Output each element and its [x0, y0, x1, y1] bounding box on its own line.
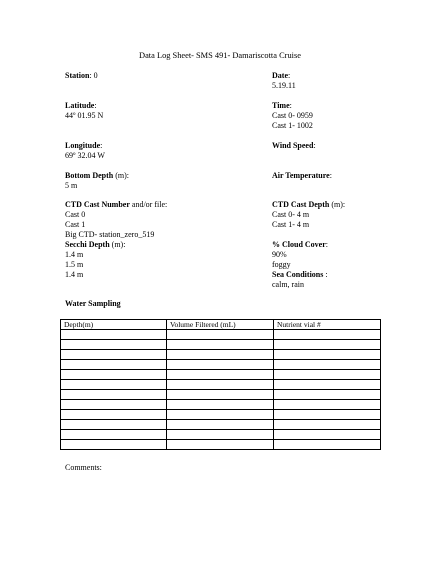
- ctd-cast-depth-value: Cast 1- 4 m: [272, 220, 310, 229]
- table-cell[interactable]: [167, 350, 274, 360]
- table-body: [61, 330, 381, 450]
- column-header-volume-filtered: Volume Filtered (mL): [167, 320, 274, 330]
- station-value: : 0: [89, 71, 98, 80]
- table-row: [61, 420, 381, 430]
- time-value: Cast 0- 0959: [272, 111, 313, 120]
- secchi-depth-field: Secchi Depth (m): 1.4 m 1.5 m 1.4 m: [65, 240, 126, 279]
- sea-conditions-value: calm, rain: [272, 280, 304, 289]
- table-cell[interactable]: [61, 400, 167, 410]
- table-cell[interactable]: [167, 380, 274, 390]
- table-row: [61, 340, 381, 350]
- cloud-cover-field: % Cloud Cover: 90% foggy: [272, 240, 329, 269]
- table-cell[interactable]: [167, 410, 274, 420]
- bottom-depth-field: Bottom Depth (m): 5 m: [65, 171, 129, 190]
- table-row: [61, 440, 381, 450]
- longitude-field: Longitude: 69º 32.04 W: [65, 141, 105, 160]
- sea-conditions-label: Sea Conditions: [272, 270, 324, 279]
- time-field: Time: Cast 0- 0959 Cast 1- 1002: [272, 101, 313, 130]
- time-label: Time: [272, 101, 290, 110]
- secchi-depth-label: Secchi Depth: [65, 240, 110, 249]
- latitude-value: 44º 01.95 N: [65, 111, 104, 120]
- table-cell[interactable]: [61, 330, 167, 340]
- ctd-cast-depth-field: CTD Cast Depth (m): Cast 0- 4 m Cast 1- 4 m: [272, 200, 346, 229]
- date-field: Date: 5.19.11: [272, 71, 296, 90]
- table-row: [61, 350, 381, 360]
- table-cell[interactable]: [61, 390, 167, 400]
- latitude-field: Latitude: 44º 01.95 N: [65, 101, 104, 120]
- table-cell[interactable]: [274, 370, 381, 380]
- table-cell[interactable]: [167, 360, 274, 370]
- secchi-depth-value: 1.4 m: [65, 250, 84, 259]
- ctd-cast-depth-value: Cast 0- 4 m: [272, 210, 310, 219]
- table-row: [61, 360, 381, 370]
- table-cell[interactable]: [61, 360, 167, 370]
- table-cell[interactable]: [167, 420, 274, 430]
- bottom-depth-value: 5 m: [65, 181, 78, 190]
- air-temperature-field: Air Temperature:: [272, 171, 332, 180]
- table-cell[interactable]: [167, 430, 274, 440]
- table-cell[interactable]: [274, 420, 381, 430]
- cloud-cover-value: 90%: [272, 250, 287, 259]
- table-cell[interactable]: [274, 410, 381, 420]
- secchi-depth-value: 1.4 m: [65, 270, 84, 279]
- time-value: Cast 1- 1002: [272, 121, 313, 130]
- table-cell[interactable]: [61, 420, 167, 430]
- ctd-cast-value: Big CTD- station_zero_519: [65, 230, 155, 239]
- table-row: [61, 430, 381, 440]
- wind-speed-label: Wind Speed: [272, 141, 314, 150]
- column-header-nutrient-vial: Nutrient vial #: [274, 320, 381, 330]
- table-row: [61, 330, 381, 340]
- cloud-cover-value: foggy: [272, 260, 291, 269]
- table-cell[interactable]: [274, 400, 381, 410]
- table-cell[interactable]: [61, 370, 167, 380]
- table-row: [61, 390, 381, 400]
- bottom-depth-label: Bottom Depth: [65, 171, 114, 180]
- table-cell[interactable]: [61, 380, 167, 390]
- table-header-row: [61, 320, 381, 330]
- table-cell[interactable]: [61, 430, 167, 440]
- table-cell[interactable]: [167, 440, 274, 450]
- table-cell[interactable]: [61, 410, 167, 420]
- table-row: [61, 370, 381, 380]
- station-field: [65, 71, 98, 81]
- table-cell[interactable]: [167, 370, 274, 380]
- ctd-cast-value: Cast 0: [65, 210, 86, 219]
- table-cell[interactable]: [274, 430, 381, 440]
- ctd-cast-field: CTD Cast Number and/or file: Cast 0 Cast 1 Big CTD- station_zero_519: [65, 200, 168, 239]
- air-temperature-label: Air Temperature: [272, 171, 330, 180]
- date-value: 5.19.11: [272, 81, 296, 90]
- table-cell[interactable]: [274, 380, 381, 390]
- page-title: Data Log Sheet- SMS 491- Damariscotta Cruise: [139, 51, 301, 60]
- table-cell[interactable]: [274, 350, 381, 360]
- station-label: Station: [65, 71, 90, 80]
- table-cell[interactable]: [167, 330, 274, 340]
- latitude-label: Latitude: [65, 101, 95, 110]
- water-sampling-table: [60, 319, 381, 450]
- table-cell[interactable]: [274, 390, 381, 400]
- table-cell[interactable]: [167, 390, 274, 400]
- table-cell[interactable]: [274, 330, 381, 340]
- secchi-depth-value: 1.5 m: [65, 260, 84, 269]
- ctd-cast-label: CTD Cast Number: [65, 200, 130, 209]
- ctd-cast-value: Cast 1: [65, 220, 86, 229]
- table-cell[interactable]: [61, 350, 167, 360]
- table-cell[interactable]: [61, 340, 167, 350]
- table-row: [61, 400, 381, 410]
- table-cell[interactable]: [274, 340, 381, 350]
- table-cell[interactable]: [274, 360, 381, 370]
- longitude-label: Longitude: [65, 141, 101, 150]
- table-cell[interactable]: [274, 440, 381, 450]
- sea-conditions-field: Sea Conditions : calm, rain: [272, 270, 328, 289]
- ctd-cast-depth-label: CTD Cast Depth: [272, 200, 330, 209]
- wind-speed-field: Wind Speed:: [272, 141, 316, 150]
- water-sampling-heading: Water Sampling: [65, 299, 121, 308]
- comments-label: Comments:: [65, 463, 102, 472]
- table-row: [61, 380, 381, 390]
- table-cell[interactable]: [167, 400, 274, 410]
- table-cell[interactable]: [167, 340, 274, 350]
- longitude-value: 69º 32.04 W: [65, 151, 105, 160]
- date-label: Date: [272, 71, 288, 80]
- cloud-cover-label: % Cloud Cover: [272, 240, 326, 249]
- table-row: [61, 410, 381, 420]
- table-cell[interactable]: [61, 440, 167, 450]
- column-header-depth: Depth(m): [61, 320, 167, 330]
